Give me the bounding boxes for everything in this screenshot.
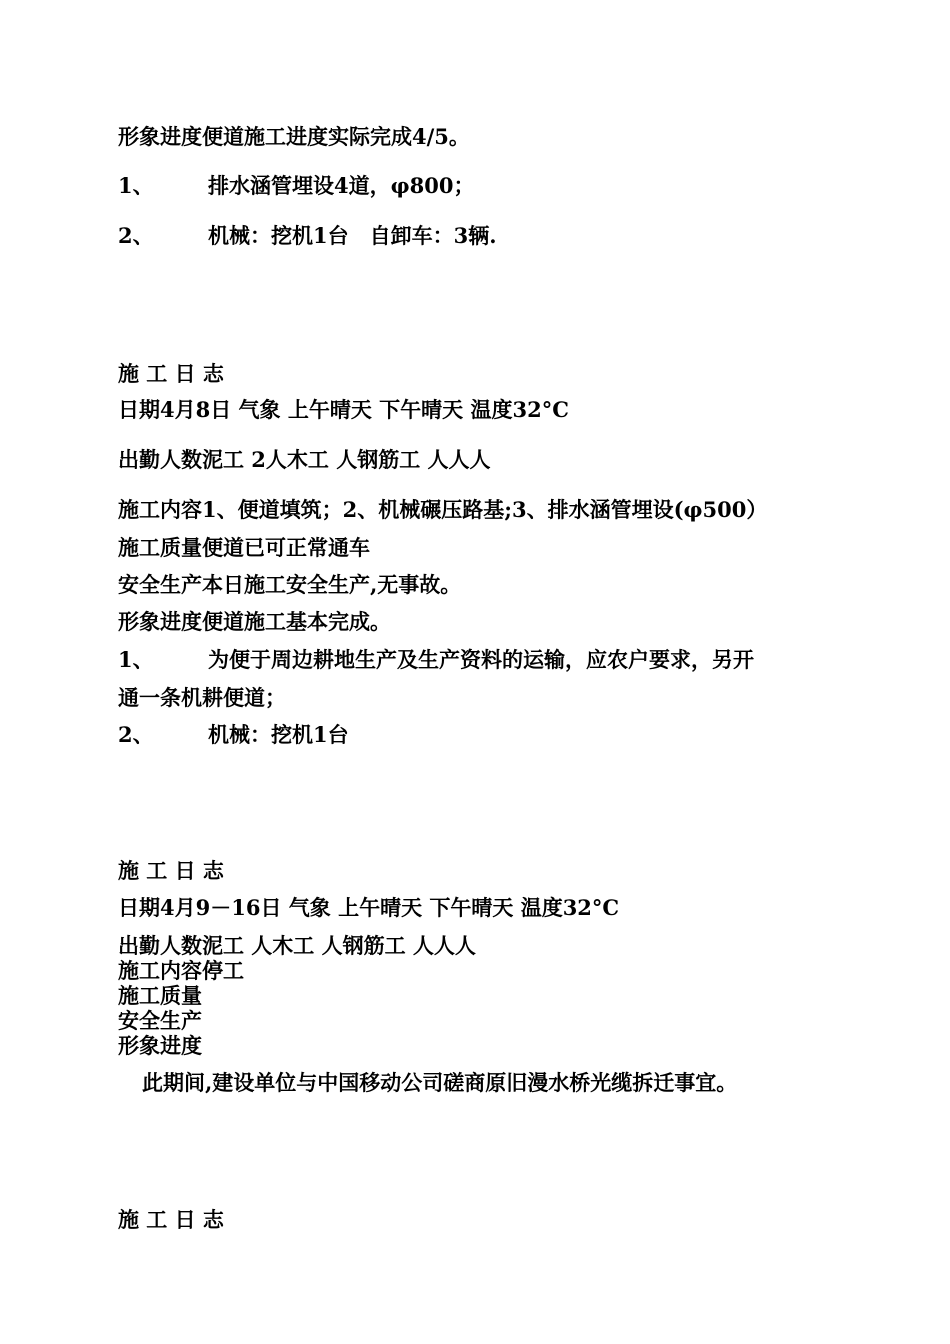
- log-title: 施 工 日 志: [118, 361, 224, 386]
- log-note: 此期间,建设单位与中国移动公司磋商原旧漫水桥光缆拆迁事宜。: [142, 1070, 738, 1095]
- log-content: 施工内容1、便道填筑；2、机械碾压路基;3、排水涵管埋设(φ500）: [118, 497, 768, 522]
- list-number: 1、: [118, 647, 154, 672]
- log-progress: 形象进度: [118, 1033, 202, 1058]
- log-quality: 施工质量便道已可正常通车: [118, 535, 370, 560]
- progress-line: 形象进度便道施工进度实际完成4/5。: [118, 124, 470, 149]
- log-title: 施 工 日 志: [118, 1207, 224, 1232]
- log-date: 日期4月8日 气象 上午晴天 下午晴天 温度32°C: [118, 397, 569, 422]
- log-progress: 形象进度便道施工基本完成。: [118, 609, 391, 634]
- list-text: 机械：挖机1台: [208, 722, 349, 747]
- log-attendance: 出勤人数泥工 人木工 人钢筋工 人人人: [118, 933, 476, 958]
- list-item: [118, 647, 870, 673]
- log-safety: 安全生产: [118, 1008, 202, 1033]
- list-item: [118, 722, 870, 748]
- log-content: 施工内容停工: [118, 958, 244, 983]
- log-date: 日期4月9－16日 气象 上午晴天 下午晴天 温度32°C: [118, 895, 620, 920]
- log-title: 施 工 日 志: [118, 858, 224, 883]
- log-safety: 安全生产本日施工安全生产,无事故。: [118, 572, 462, 597]
- list-number: 2、: [118, 223, 154, 248]
- log-attendance: 出勤人数泥工 2人木工 人钢筋工 人人人: [118, 447, 491, 472]
- list-text: 为便于周边耕地生产及生产资料的运输，应农户要求，另开: [208, 647, 754, 672]
- list-number: 2、: [118, 722, 154, 747]
- log-quality: 施工质量: [118, 983, 202, 1008]
- list-item: [118, 173, 870, 199]
- list-text: 机械：挖机1台 自卸车：3辆.: [208, 223, 497, 248]
- list-text: 排水涵管埋设4道，φ800；: [208, 173, 475, 198]
- list-item: [118, 223, 870, 249]
- list-item-continuation: 通一条机耕便道；: [118, 685, 286, 710]
- list-number: 1、: [118, 173, 154, 198]
